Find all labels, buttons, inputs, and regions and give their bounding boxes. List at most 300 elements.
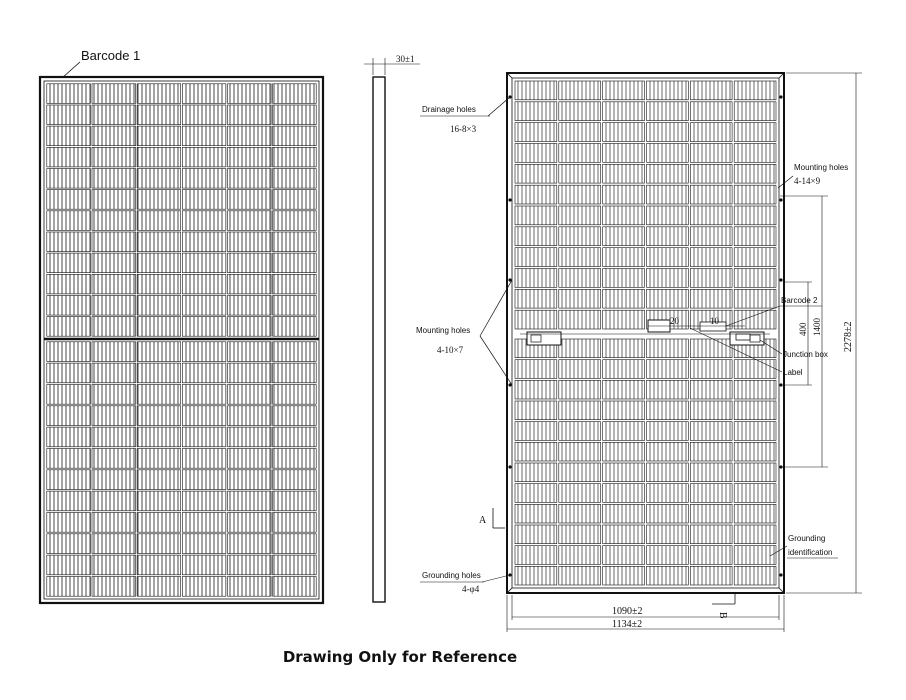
solar-cell (137, 253, 181, 273)
solar-cell (182, 296, 226, 316)
solar-cell (92, 84, 136, 104)
drainage-holes-label: Drainage holes (422, 105, 476, 114)
solar-cell (137, 84, 181, 104)
solar-cell (92, 555, 136, 575)
solar-cell (228, 296, 272, 316)
solar-cell (559, 546, 601, 565)
solar-cell (182, 555, 226, 575)
solar-cell (273, 342, 317, 362)
solar-cell (734, 566, 776, 585)
solar-cell (559, 289, 601, 308)
barcode2-label: Barcode 2 (781, 296, 818, 305)
solar-cell (137, 105, 181, 125)
solar-cell (690, 289, 732, 308)
solar-cell (515, 248, 557, 267)
mounting-holes-upper-spec: 4-14×9 (794, 176, 821, 186)
solar-cell (559, 269, 601, 288)
solar-cell (182, 84, 226, 104)
solar-cell (603, 227, 645, 246)
solar-cell (92, 126, 136, 146)
solar-cell (182, 211, 226, 231)
solar-cell (273, 190, 317, 210)
solar-cell (92, 406, 136, 426)
solar-cell (647, 185, 689, 204)
frame-hole (508, 198, 511, 201)
solar-cell (515, 227, 557, 246)
solar-cell (273, 470, 317, 490)
solar-cell (228, 147, 272, 167)
solar-cell (559, 442, 601, 461)
solar-cell (182, 491, 226, 511)
solar-cell (603, 269, 645, 288)
solar-cell (603, 525, 645, 544)
solar-cell (690, 525, 732, 544)
solar-cell (47, 274, 91, 294)
solar-cell (92, 105, 136, 125)
solar-cell (228, 126, 272, 146)
solar-cell (182, 534, 226, 554)
solar-cell (137, 406, 181, 426)
solar-cell (647, 164, 689, 183)
solar-cell (515, 123, 557, 142)
dim-10-label: 10 (710, 316, 719, 326)
solar-cell (690, 422, 732, 441)
solar-cell (228, 577, 272, 597)
solar-cell (647, 484, 689, 503)
solar-cell (182, 317, 226, 337)
solar-cell (690, 380, 732, 399)
solar-cell (647, 360, 689, 379)
solar-cell (734, 463, 776, 482)
solar-cell (273, 363, 317, 383)
solar-cell (137, 427, 181, 447)
solar-cell (647, 504, 689, 523)
solar-cell (515, 206, 557, 225)
solar-cell (647, 81, 689, 100)
solar-cell (182, 253, 226, 273)
solar-cell (603, 360, 645, 379)
solar-cell (273, 577, 317, 597)
solar-cell (515, 504, 557, 523)
solar-cell (92, 211, 136, 231)
solar-cell (137, 169, 181, 189)
solar-cell (137, 190, 181, 210)
solar-cell (690, 185, 732, 204)
solar-cell (137, 126, 181, 146)
solar-cell (137, 385, 181, 405)
solar-cell (273, 232, 317, 252)
solar-cell (228, 342, 272, 362)
side-view (364, 54, 420, 602)
solar-cell (734, 102, 776, 121)
solar-cell (603, 566, 645, 585)
solar-cell (47, 577, 91, 597)
frame-hole (779, 95, 782, 98)
solar-cell (228, 385, 272, 405)
solar-cell (690, 248, 732, 267)
solar-cell (734, 484, 776, 503)
solar-cell (603, 401, 645, 420)
solar-cell (690, 144, 732, 163)
solar-cell (690, 504, 732, 523)
solar-cell (92, 363, 136, 383)
solar-cell (690, 102, 732, 121)
solar-cell (228, 169, 272, 189)
solar-cell (559, 227, 601, 246)
solar-cell (734, 422, 776, 441)
solar-cell (734, 248, 776, 267)
solar-cell (47, 211, 91, 231)
solar-cell (690, 206, 732, 225)
solar-cell (47, 534, 91, 554)
solar-cell (647, 289, 689, 308)
solar-cell (273, 147, 317, 167)
solar-cell (734, 401, 776, 420)
solar-cell (47, 427, 91, 447)
solar-cell (603, 248, 645, 267)
frame-hole (508, 383, 511, 386)
solar-cell (690, 227, 732, 246)
solar-cell (92, 427, 136, 447)
solar-cell (182, 513, 226, 533)
solar-cell (137, 342, 181, 362)
solar-cell (137, 317, 181, 337)
solar-cell (92, 253, 136, 273)
grounding-holes-spec: 4-φ4 (462, 584, 480, 594)
solar-cell (690, 123, 732, 142)
solar-cell (690, 339, 732, 358)
frame-hole (779, 383, 782, 386)
drainage-holes-spec: 16-8×3 (450, 124, 477, 134)
solar-cell (273, 105, 317, 125)
solar-cell (515, 144, 557, 163)
solar-cell (603, 422, 645, 441)
solar-cell (92, 470, 136, 490)
solar-cell (734, 289, 776, 308)
solar-cell (137, 232, 181, 252)
solar-cell (515, 269, 557, 288)
side-profile (373, 77, 385, 602)
solar-cell (559, 81, 601, 100)
solar-cell (559, 484, 601, 503)
solar-cell (182, 470, 226, 490)
solar-cell (515, 484, 557, 503)
solar-cell (559, 339, 601, 358)
solar-cell (559, 206, 601, 225)
solar-cell (137, 577, 181, 597)
solar-cell (515, 566, 557, 585)
solar-cell (47, 253, 91, 273)
solar-cell (647, 463, 689, 482)
frame-hole (508, 465, 511, 468)
solar-cell (515, 401, 557, 420)
solar-cell (603, 380, 645, 399)
solar-cell (603, 339, 645, 358)
solar-cell (603, 123, 645, 142)
solar-cell (559, 310, 601, 329)
solar-cell (559, 144, 601, 163)
solar-cell (182, 274, 226, 294)
mounting-holes-lower-spec: 4-10×7 (437, 345, 464, 355)
grounding-identification-line2: identification (788, 548, 833, 557)
solar-cell (603, 102, 645, 121)
solar-cell (603, 484, 645, 503)
solar-cell (690, 360, 732, 379)
frame-hole (779, 573, 782, 576)
solar-cell (47, 190, 91, 210)
solar-cell (515, 525, 557, 544)
solar-cell (137, 211, 181, 231)
solar-cell (47, 169, 91, 189)
label-label: Label (783, 368, 803, 377)
solar-cell (182, 406, 226, 426)
solar-cell (182, 342, 226, 362)
solar-cell (92, 190, 136, 210)
solar-cell (515, 289, 557, 308)
solar-cell (647, 123, 689, 142)
footer-caption: Drawing Only for Reference (282, 648, 518, 666)
solar-cell (273, 84, 317, 104)
solar-cell (734, 360, 776, 379)
dim-400-label: 400 (798, 322, 808, 336)
dim-inner-width-label: 1090±2 (612, 606, 643, 617)
solar-cell (603, 185, 645, 204)
solar-cell (47, 342, 91, 362)
solar-cell (734, 185, 776, 204)
solar-cell (182, 147, 226, 167)
solar-cell (228, 190, 272, 210)
solar-cell (273, 449, 317, 469)
solar-cell (182, 169, 226, 189)
solar-cell (734, 269, 776, 288)
solar-cell (92, 449, 136, 469)
solar-cell (559, 401, 601, 420)
solar-cell (273, 385, 317, 405)
solar-cell (182, 363, 226, 383)
solar-cell (603, 442, 645, 461)
solar-cell (92, 513, 136, 533)
solar-cell (92, 232, 136, 252)
solar-cell (559, 164, 601, 183)
solar-cell (647, 422, 689, 441)
solar-cell (273, 317, 317, 337)
solar-cell (273, 491, 317, 511)
solar-cell (228, 317, 272, 337)
solar-cell (47, 296, 91, 316)
solar-cell (228, 232, 272, 252)
solar-cell (228, 555, 272, 575)
dim-outer-width-label: 1134±2 (612, 619, 643, 630)
solar-cell (559, 380, 601, 399)
solar-cell (92, 296, 136, 316)
solar-cell (734, 164, 776, 183)
solar-cell (647, 339, 689, 358)
solar-cell (690, 164, 732, 183)
solar-cell (273, 555, 317, 575)
solar-cell (690, 401, 732, 420)
solar-cell (182, 385, 226, 405)
grounding-holes-label: Grounding holes (422, 571, 481, 580)
solar-cell (137, 147, 181, 167)
solar-cell (734, 546, 776, 565)
frame-hole (508, 278, 511, 281)
solar-cell (92, 577, 136, 597)
solar-cell (603, 463, 645, 482)
solar-cell (273, 534, 317, 554)
solar-cell (182, 577, 226, 597)
solar-cell (515, 185, 557, 204)
grounding-holes-leader (482, 575, 510, 582)
solar-cell (47, 385, 91, 405)
solar-cell (273, 169, 317, 189)
solar-cell (47, 449, 91, 469)
solar-cell (559, 185, 601, 204)
solar-cell (228, 427, 272, 447)
solar-cell (647, 248, 689, 267)
solar-cell (228, 406, 272, 426)
solar-cell (228, 470, 272, 490)
solar-cell (92, 342, 136, 362)
solar-cell (603, 504, 645, 523)
solar-cell (92, 385, 136, 405)
solar-cell (603, 81, 645, 100)
solar-cell (647, 525, 689, 544)
solar-cell (690, 81, 732, 100)
solar-cell (559, 463, 601, 482)
frame-hole (508, 95, 511, 98)
solar-cell (559, 525, 601, 544)
solar-cell (92, 317, 136, 337)
solar-cell (515, 360, 557, 379)
solar-cell (647, 442, 689, 461)
mounting-holes-upper-label: Mounting holes (794, 163, 849, 172)
solar-cell (47, 105, 91, 125)
solar-cell (603, 144, 645, 163)
dim-1400-label: 1400 (812, 318, 822, 336)
solar-cell (515, 422, 557, 441)
frame-hole (779, 465, 782, 468)
solar-cell (603, 206, 645, 225)
solar-cell (92, 491, 136, 511)
solar-cell (734, 206, 776, 225)
label-sticker (736, 334, 750, 340)
solar-cell (734, 144, 776, 163)
section-a-label: A (479, 515, 487, 526)
solar-cell (137, 470, 181, 490)
dim-height-label: 2278±2 (843, 321, 854, 352)
solar-cell (734, 525, 776, 544)
solar-cell (273, 253, 317, 273)
solar-cell (603, 164, 645, 183)
solar-cell (515, 380, 557, 399)
frame-hole (779, 198, 782, 201)
solar-cell (515, 102, 557, 121)
rear-view (416, 73, 862, 632)
solar-cell (137, 513, 181, 533)
solar-cell (273, 274, 317, 294)
solar-cell (228, 84, 272, 104)
solar-cell (559, 360, 601, 379)
solar-cell (182, 105, 226, 125)
solar-cell (647, 401, 689, 420)
solar-cell (182, 449, 226, 469)
grounding-identification-line1: Grounding (788, 534, 826, 543)
solar-cell (92, 534, 136, 554)
solar-cell (47, 470, 91, 490)
solar-cell (515, 463, 557, 482)
solar-cell (559, 248, 601, 267)
solar-cell (273, 406, 317, 426)
solar-cell (647, 546, 689, 565)
solar-cell (92, 147, 136, 167)
solar-cell (690, 269, 732, 288)
solar-cell (690, 463, 732, 482)
solar-cell (734, 81, 776, 100)
solar-cell (647, 102, 689, 121)
solar-cell (228, 534, 272, 554)
solar-cell (92, 169, 136, 189)
solar-cell (137, 363, 181, 383)
solar-cell (690, 484, 732, 503)
solar-cell (647, 269, 689, 288)
solar-cell (47, 555, 91, 575)
solar-cell (228, 105, 272, 125)
solar-cell (47, 232, 91, 252)
solar-cell (690, 442, 732, 461)
solar-cell (603, 289, 645, 308)
solar-cell (137, 296, 181, 316)
front-view (40, 48, 323, 603)
solar-cell (47, 363, 91, 383)
solar-cell (228, 211, 272, 231)
solar-cell (603, 546, 645, 565)
side-thickness-label: 30±1 (396, 54, 415, 64)
solar-cell (137, 491, 181, 511)
junction-box-label: Junction box (783, 350, 828, 359)
solar-cell (515, 546, 557, 565)
solar-cell (47, 84, 91, 104)
solar-cell (734, 123, 776, 142)
solar-cell (182, 126, 226, 146)
solar-cell (228, 253, 272, 273)
solar-cell (603, 310, 645, 329)
solar-cell (137, 534, 181, 554)
solar-cell (559, 504, 601, 523)
solar-cell (273, 211, 317, 231)
solar-cell (734, 504, 776, 523)
solar-cell (182, 232, 226, 252)
solar-cell (273, 427, 317, 447)
solar-cell (690, 566, 732, 585)
solar-cell (228, 449, 272, 469)
dim-20-label: 20 (670, 316, 679, 326)
solar-cell (47, 513, 91, 533)
mounting-holes-lower-label: Mounting holes (416, 326, 471, 335)
solar-cell (559, 566, 601, 585)
solar-cell (47, 317, 91, 337)
solar-cell (734, 227, 776, 246)
section-b-label: B (717, 612, 728, 619)
solar-cell (228, 274, 272, 294)
solar-cell (47, 491, 91, 511)
solar-cell (273, 126, 317, 146)
solar-cell (515, 164, 557, 183)
solar-cell (734, 442, 776, 461)
frame-hole (779, 278, 782, 281)
solar-cell (647, 144, 689, 163)
solar-cell (47, 406, 91, 426)
solar-cell (137, 449, 181, 469)
